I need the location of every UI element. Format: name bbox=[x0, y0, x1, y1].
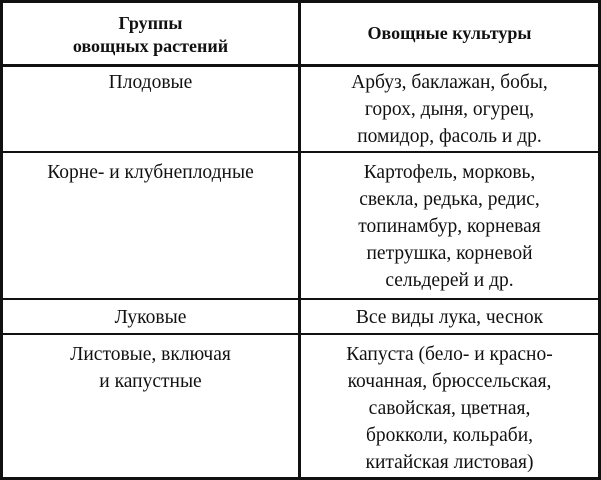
crops-line: сельдерей и др. bbox=[385, 270, 514, 291]
crops-line: кочанная, брюссельская, bbox=[347, 371, 552, 392]
header-crops-label: Овощные культуры bbox=[367, 23, 532, 43]
crops-line: Капуста (бело- и красно- bbox=[346, 344, 553, 365]
group-line: Листовые, включая bbox=[70, 344, 231, 365]
crops-line: свекла, редька, редис, bbox=[359, 189, 540, 210]
header-groups-line-2: овощных растений bbox=[72, 36, 229, 56]
row-2-crops bbox=[301, 153, 598, 294]
row-3-group bbox=[3, 300, 298, 331]
header-groups bbox=[3, 6, 298, 64]
row-3-crops bbox=[301, 300, 598, 331]
row-1-group bbox=[3, 67, 298, 96]
crops-line: помидор, фасоль и др. bbox=[357, 126, 542, 147]
group-line: Луковые bbox=[114, 307, 187, 328]
row-2-group bbox=[3, 153, 298, 186]
crops-line: петрушка, корневой bbox=[366, 243, 533, 264]
header-groups-line-1: Группы bbox=[118, 13, 183, 33]
crops-line: Арбуз, баклажан, бобы, bbox=[351, 72, 548, 93]
row-4-crops bbox=[301, 335, 598, 476]
row-4-group bbox=[3, 335, 298, 395]
group-line: Корне- и клубнеплодные bbox=[47, 162, 254, 183]
crops-line: топинамбур, корневая bbox=[358, 216, 541, 237]
row-1-crops bbox=[301, 67, 598, 150]
group-line: и капустные bbox=[99, 371, 202, 392]
crops-line: китайская листовая) bbox=[365, 452, 534, 473]
crops-line: брокколи, кольраби, bbox=[365, 425, 534, 446]
crops-line: савойская, цветная, bbox=[368, 398, 531, 419]
crops-line: горох, дыня, огурец, bbox=[364, 99, 535, 120]
crops-line: Картофель, морковь, bbox=[363, 162, 536, 183]
group-line: Плодовые bbox=[108, 72, 193, 93]
header-crops bbox=[301, 3, 598, 64]
crops-line: Все виды лука, чеснок bbox=[355, 307, 544, 328]
